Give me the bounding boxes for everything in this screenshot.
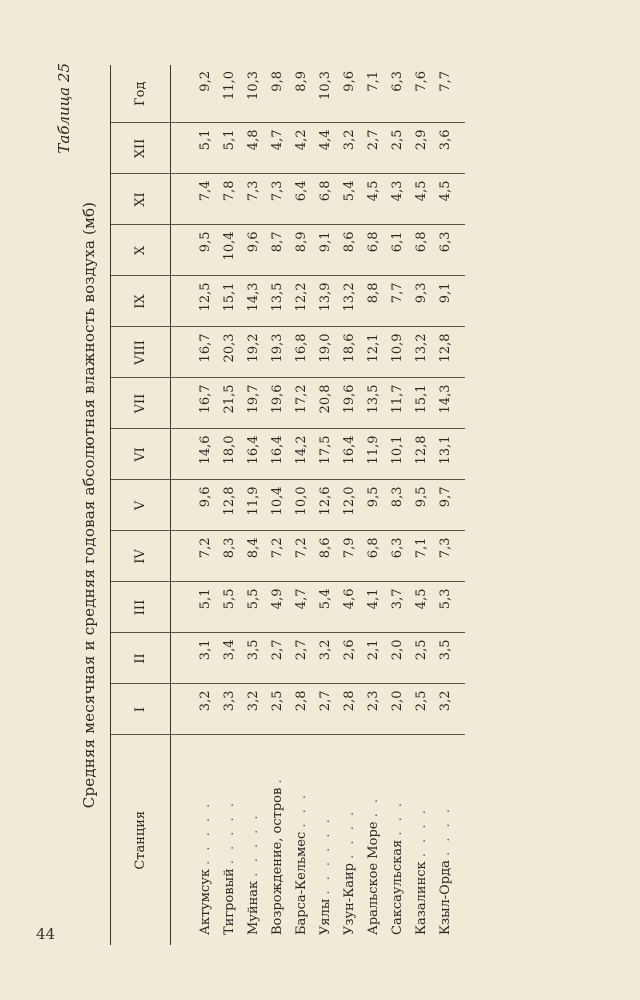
- value-cell: 5,1: [171, 582, 218, 633]
- value-cell: 9,2: [171, 65, 218, 123]
- humidity-table: [110, 65, 465, 945]
- value-cell: 7,2: [171, 531, 218, 582]
- column-header: X: [111, 225, 171, 276]
- value-cell: 8,6: [337, 225, 361, 276]
- leader-dots: . . . . .: [221, 800, 237, 865]
- value-cell: 3,5: [241, 633, 265, 684]
- value-cell: 2,0: [385, 684, 409, 735]
- value-cell: 9,3: [409, 276, 433, 327]
- value-cell: 4,1: [361, 582, 385, 633]
- value-cell: 4,5: [409, 582, 433, 633]
- value-cell: 14,3: [433, 378, 465, 429]
- value-cell: 4,5: [409, 174, 433, 225]
- value-cell: 2,5: [265, 684, 289, 735]
- leader-dots: . . . . .: [197, 800, 213, 865]
- value-cell: 7,2: [265, 531, 289, 582]
- value-cell: 6,4: [289, 174, 313, 225]
- station-name: Узун-Каир: [341, 863, 357, 935]
- value-cell: 16,7: [171, 327, 218, 378]
- value-cell: 15,1: [409, 378, 433, 429]
- value-cell: 17,5: [313, 429, 337, 480]
- column-header: Год: [111, 65, 171, 123]
- value-cell: 19,6: [265, 378, 289, 429]
- value-cell: 2,5: [409, 633, 433, 684]
- value-cell: 8,9: [289, 65, 313, 123]
- value-cell: 13,5: [361, 378, 385, 429]
- value-cell: 7,3: [241, 174, 265, 225]
- value-cell: 21,5: [217, 378, 241, 429]
- value-cell: 10,3: [313, 65, 337, 123]
- column-header: V: [111, 480, 171, 531]
- value-cell: 12,8: [433, 327, 465, 378]
- value-cell: 3,2: [433, 684, 465, 735]
- value-cell: 2,0: [385, 633, 409, 684]
- value-cell: 3,4: [217, 633, 241, 684]
- table-row: [409, 65, 433, 945]
- value-cell: 9,8: [265, 65, 289, 123]
- value-cell: 2,7: [313, 684, 337, 735]
- table-number: Таблица 25: [55, 63, 73, 154]
- value-cell: 12,8: [217, 480, 241, 531]
- station-name: Барса-Кельмес: [293, 831, 309, 935]
- value-cell: 6,8: [361, 225, 385, 276]
- value-cell: 11,9: [361, 429, 385, 480]
- table-row: [433, 65, 465, 945]
- column-header: XI: [111, 174, 171, 225]
- leader-dots: . . . .: [413, 807, 429, 858]
- value-cell: 16,4: [265, 429, 289, 480]
- table-row: [171, 65, 218, 945]
- station-cell: [313, 735, 337, 945]
- station-name: Возрождение, остров: [269, 787, 285, 935]
- table-row: [241, 65, 265, 945]
- value-cell: 9,1: [313, 225, 337, 276]
- value-cell: 3,6: [433, 123, 465, 174]
- station-cell: [171, 735, 218, 945]
- value-cell: 16,8: [289, 327, 313, 378]
- value-cell: 3,2: [171, 684, 218, 735]
- value-cell: 10,1: [385, 429, 409, 480]
- value-cell: 18,6: [337, 327, 361, 378]
- value-cell: 4,2: [289, 123, 313, 174]
- leader-dots: . . . .: [437, 806, 453, 856]
- value-cell: 11,0: [217, 65, 241, 123]
- value-cell: 3,1: [171, 633, 218, 684]
- station-cell: [433, 735, 465, 945]
- station-cell: [337, 735, 361, 945]
- value-cell: 8,7: [265, 225, 289, 276]
- value-cell: 3,2: [313, 633, 337, 684]
- value-cell: 3,5: [433, 633, 465, 684]
- value-cell: 7,7: [385, 276, 409, 327]
- table-body: [171, 65, 466, 945]
- value-cell: 13,5: [265, 276, 289, 327]
- value-cell: 10,9: [385, 327, 409, 378]
- station-name: Аральское Море: [365, 821, 381, 935]
- table-row: [361, 65, 385, 945]
- value-cell: 2,8: [337, 684, 361, 735]
- value-cell: 7,2: [289, 531, 313, 582]
- table-header-row: [111, 65, 171, 945]
- value-cell: 18,0: [217, 429, 241, 480]
- value-cell: 13,9: [313, 276, 337, 327]
- leader-dots: . . . .: [341, 808, 357, 859]
- value-cell: 7,8: [217, 174, 241, 225]
- column-header: XII: [111, 123, 171, 174]
- value-cell: 9,5: [409, 480, 433, 531]
- value-cell: 13,1: [433, 429, 465, 480]
- value-cell: 10,0: [289, 480, 313, 531]
- value-cell: 13,2: [337, 276, 361, 327]
- station-cell: [265, 735, 289, 945]
- value-cell: 5,1: [171, 123, 218, 174]
- value-cell: 19,3: [265, 327, 289, 378]
- value-cell: 19,2: [241, 327, 265, 378]
- column-header-station: Станция: [111, 735, 171, 945]
- value-cell: 7,3: [433, 531, 465, 582]
- column-header: VI: [111, 429, 171, 480]
- value-cell: 19,0: [313, 327, 337, 378]
- column-header: I: [111, 684, 171, 735]
- value-cell: 2,7: [361, 123, 385, 174]
- value-cell: 7,1: [361, 65, 385, 123]
- value-cell: 9,6: [171, 480, 218, 531]
- value-cell: 2,7: [265, 633, 289, 684]
- value-cell: 9,1: [433, 276, 465, 327]
- value-cell: 12,8: [409, 429, 433, 480]
- value-cell: 4,8: [241, 123, 265, 174]
- value-cell: 19,7: [241, 378, 265, 429]
- station-cell: [217, 735, 241, 945]
- value-cell: 7,4: [171, 174, 218, 225]
- value-cell: 12,6: [313, 480, 337, 531]
- value-cell: 14,2: [289, 429, 313, 480]
- value-cell: 4,7: [289, 582, 313, 633]
- value-cell: 4,5: [433, 174, 465, 225]
- value-cell: 7,1: [409, 531, 433, 582]
- value-cell: 16,4: [337, 429, 361, 480]
- leader-dots: . . . . . .: [317, 816, 333, 895]
- value-cell: 4,9: [265, 582, 289, 633]
- column-header: IV: [111, 531, 171, 582]
- value-cell: 2,5: [409, 684, 433, 735]
- value-cell: 4,7: [265, 123, 289, 174]
- value-cell: 8,8: [361, 276, 385, 327]
- station-cell: [409, 735, 433, 945]
- value-cell: 16,4: [241, 429, 265, 480]
- value-cell: 15,1: [217, 276, 241, 327]
- value-cell: 20,3: [217, 327, 241, 378]
- value-cell: 10,3: [241, 65, 265, 123]
- station-name: Муйнак: [245, 880, 261, 935]
- value-cell: 6,3: [385, 531, 409, 582]
- value-cell: 6,8: [361, 531, 385, 582]
- value-cell: 9,6: [337, 65, 361, 123]
- leader-dots: . .: [365, 795, 381, 818]
- table-title: Средняя месячная и средняя годовая абсолютная влажность воздуха (мб): [80, 201, 98, 809]
- leader-dots: . . .: [293, 791, 309, 828]
- station-cell: [361, 735, 385, 945]
- value-cell: 2,8: [289, 684, 313, 735]
- value-cell: 6,8: [313, 174, 337, 225]
- station-cell: [385, 735, 409, 945]
- value-cell: 8,6: [313, 531, 337, 582]
- table-row: [337, 65, 361, 945]
- station-name: Кзыл-Орда: [437, 860, 453, 935]
- column-header: VIII: [111, 327, 171, 378]
- value-cell: 4,6: [337, 582, 361, 633]
- value-cell: 2,6: [337, 633, 361, 684]
- value-cell: 8,3: [385, 480, 409, 531]
- station-name: Казалинск: [413, 861, 429, 935]
- leader-dots: . . .: [389, 799, 405, 836]
- value-cell: 9,5: [171, 225, 218, 276]
- value-cell: 12,2: [289, 276, 313, 327]
- table-row: [217, 65, 241, 945]
- value-cell: 6,1: [385, 225, 409, 276]
- table-row: [313, 65, 337, 945]
- value-cell: 4,3: [385, 174, 409, 225]
- value-cell: 11,9: [241, 480, 265, 531]
- value-cell: 5,5: [217, 582, 241, 633]
- value-cell: 5,5: [241, 582, 265, 633]
- value-cell: 9,6: [241, 225, 265, 276]
- station-name: Тигровый: [221, 868, 237, 935]
- value-cell: 3,7: [385, 582, 409, 633]
- value-cell: 5,3: [433, 582, 465, 633]
- value-cell: 6,8: [409, 225, 433, 276]
- leader-dots: . . . . .: [245, 812, 261, 877]
- value-cell: 2,9: [409, 123, 433, 174]
- value-cell: 5,4: [337, 174, 361, 225]
- value-cell: 12,5: [171, 276, 218, 327]
- value-cell: 8,9: [289, 225, 313, 276]
- value-cell: 9,5: [361, 480, 385, 531]
- value-cell: 7,7: [433, 65, 465, 123]
- value-cell: 5,4: [313, 582, 337, 633]
- value-cell: 3,2: [241, 684, 265, 735]
- value-cell: 17,2: [289, 378, 313, 429]
- value-cell: 16,7: [171, 378, 218, 429]
- column-header: II: [111, 633, 171, 684]
- page-number: 44: [36, 925, 56, 943]
- rotated-table-block: [50, 55, 610, 955]
- value-cell: 4,4: [313, 123, 337, 174]
- value-cell: 2,5: [385, 123, 409, 174]
- table-row: [289, 65, 313, 945]
- value-cell: 2,3: [361, 684, 385, 735]
- value-cell: 8,3: [217, 531, 241, 582]
- value-cell: 20,8: [313, 378, 337, 429]
- value-cell: 7,6: [409, 65, 433, 123]
- value-cell: 2,7: [289, 633, 313, 684]
- value-cell: 13,2: [409, 327, 433, 378]
- value-cell: 9,7: [433, 480, 465, 531]
- leader-dots: .: [269, 776, 285, 784]
- value-cell: 3,3: [217, 684, 241, 735]
- column-header: IX: [111, 276, 171, 327]
- station-name: Саксаульская: [389, 839, 405, 935]
- value-cell: 14,6: [171, 429, 218, 480]
- station-name: Уялы: [317, 898, 333, 935]
- station-cell: [241, 735, 265, 945]
- value-cell: 7,9: [337, 531, 361, 582]
- value-cell: 6,3: [433, 225, 465, 276]
- value-cell: 12,0: [337, 480, 361, 531]
- table-row: [265, 65, 289, 945]
- value-cell: 11,7: [385, 378, 409, 429]
- value-cell: 6,3: [385, 65, 409, 123]
- value-cell: 19,6: [337, 378, 361, 429]
- station-name: Актумсук: [197, 869, 213, 935]
- value-cell: 7,3: [265, 174, 289, 225]
- value-cell: 10,4: [217, 225, 241, 276]
- value-cell: 8,4: [241, 531, 265, 582]
- column-header: III: [111, 582, 171, 633]
- value-cell: 5,1: [217, 123, 241, 174]
- value-cell: 10,4: [265, 480, 289, 531]
- value-cell: 2,1: [361, 633, 385, 684]
- value-cell: 3,2: [337, 123, 361, 174]
- value-cell: 12,1: [361, 327, 385, 378]
- column-header: VII: [111, 378, 171, 429]
- table-row: [385, 65, 409, 945]
- value-cell: 14,3: [241, 276, 265, 327]
- station-cell: [289, 735, 313, 945]
- value-cell: 4,5: [361, 174, 385, 225]
